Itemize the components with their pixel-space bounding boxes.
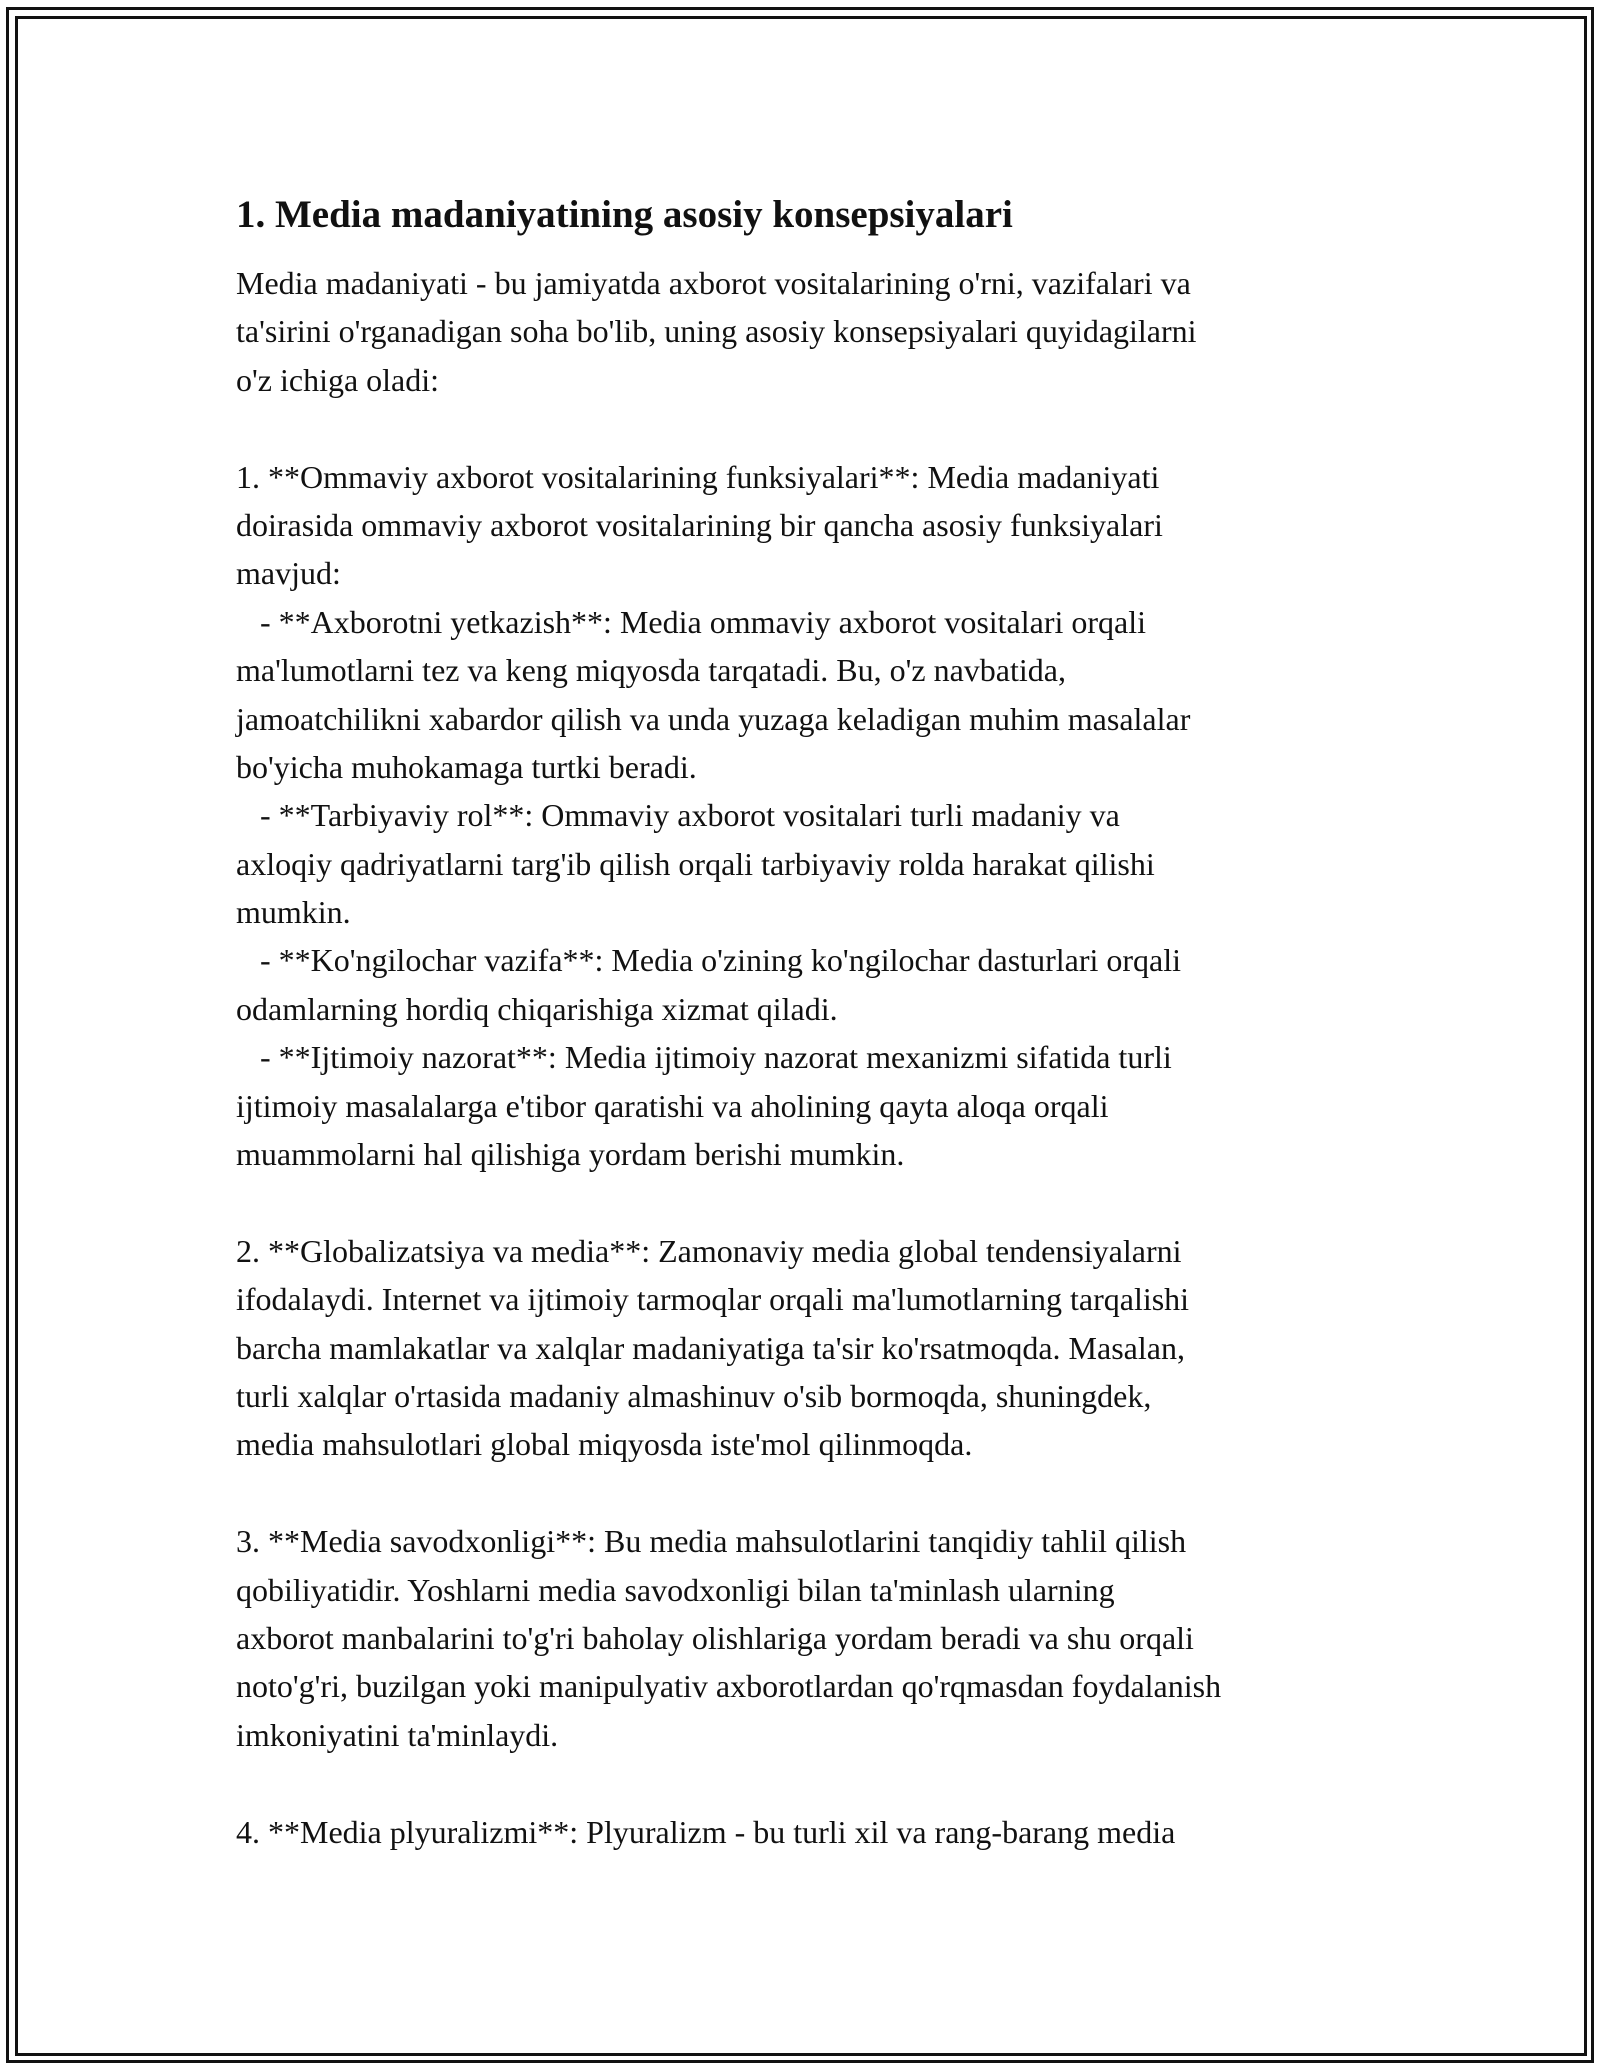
text-line: qobiliyatidir. Yoshlarni media savodxonligi bilan ta'minlash ularning	[236, 1571, 1115, 1608]
text-line: media mahsulotlari global miqyosda iste'mol qilinmoqda.	[236, 1426, 973, 1463]
text-line: axloqiy qadriyatlarni targ'ib qilish orqali tarbiyaviy rolda harakat qilishi	[236, 845, 1155, 882]
text-line: turli xalqlar o'rtasida madaniy almashinuv o'sib bormoqda, shuningdek,	[236, 1377, 1152, 1414]
text-line: ijtimoiy masalalarga e'tibor qaratishi va aholining qayta aloqa orqali	[236, 1087, 1109, 1124]
document-title: 1. Media madaniyatining asosiy konsepsiyalari	[236, 193, 1013, 236]
text-line: 2. **Globalizatsiya va media**: Zamonaviy media global tendensiyalarni	[236, 1232, 1182, 1269]
text-line: jamoatchilikni xabardor qilish va unda yuzaga keladigan muhim masalalar	[236, 700, 1191, 737]
blank-line	[236, 1759, 1386, 1807]
blank-line	[236, 1469, 1386, 1517]
text-line: barcha mamlakatlar va xalqlar madaniyatiga ta'sir ko'rsatmoqda. Masalan,	[236, 1329, 1185, 1366]
text-line: - **Ko'ngilochar vazifa**: Media o'zining ko'ngilochar dasturlari orqali	[236, 942, 1182, 979]
text-line: bo'yicha muhokamaga turtki beradi.	[236, 748, 697, 785]
text-line: 3. **Media savodxonligi**: Bu media mahsulotlarini tanqidiy tahlil qilish	[236, 1523, 1187, 1560]
text-line: 4. **Media plyuralizmi**: Plyuralizm - bu turli xil va rang-barang media	[236, 1813, 1176, 1850]
text-line: Media madaniyati - bu jamiyatda axborot vositalarining o'rni, vazifalari va	[236, 265, 1191, 301]
text-line: noto'g'ri, buzilgan yoki manipulyativ axborotlardan qo'rqmasdan foydalanish	[236, 1668, 1222, 1705]
text-line: 1. **Ommaviy axborot vositalarining funksiyalari**: Media madaniyati	[236, 458, 1160, 495]
document-body	[236, 259, 1386, 1856]
text-line: imkoniyatini ta'minlaydi.	[236, 1716, 559, 1753]
blank-line	[236, 1178, 1386, 1226]
blank-line	[236, 404, 1386, 452]
text-line: o'z ichiga oladi:	[236, 361, 440, 398]
text-line: - **Tarbiyaviy rol**: Ommaviy axborot vositalari turli madaniy va	[236, 797, 1120, 834]
text-line: ifodalaydi. Internet va ijtimoiy tarmoqlar orqali ma'lumotlarning tarqalishi	[236, 1281, 1190, 1318]
text-line: mumkin.	[236, 894, 351, 931]
text-line: doirasida ommaviy axborot vositalarining bir qancha asosiy funksiyalari	[236, 506, 1163, 543]
text-line: mavjud:	[236, 555, 341, 592]
text-line: - **Ijtimoiy nazorat**: Media ijtimoiy nazorat mexanizmi sifatida turli	[236, 1039, 1172, 1076]
text-line: - **Axborotni yetkazish**: Media ommaviy axborot vositalari orqali	[236, 603, 1147, 640]
text-line: ta'sirini o'rganadigan soha bo'lib, uning asosiy konsepsiyalari quyidagilarni	[236, 313, 1197, 350]
text-line: ma'lumotlarni tez va keng miqyosda tarqatadi. Bu, o'z navbatida,	[236, 652, 1066, 689]
text-line: muammolarni hal qilishiga yordam berishi mumkin.	[236, 1136, 905, 1173]
text-line: axborot manbalarini to'g'ri baholay olishlariga yordam beradi va shu orqali	[236, 1619, 1194, 1656]
text-line: odamlarning hordiq chiqarishiga xizmat qiladi.	[236, 990, 838, 1027]
document-content	[236, 186, 1386, 1856]
